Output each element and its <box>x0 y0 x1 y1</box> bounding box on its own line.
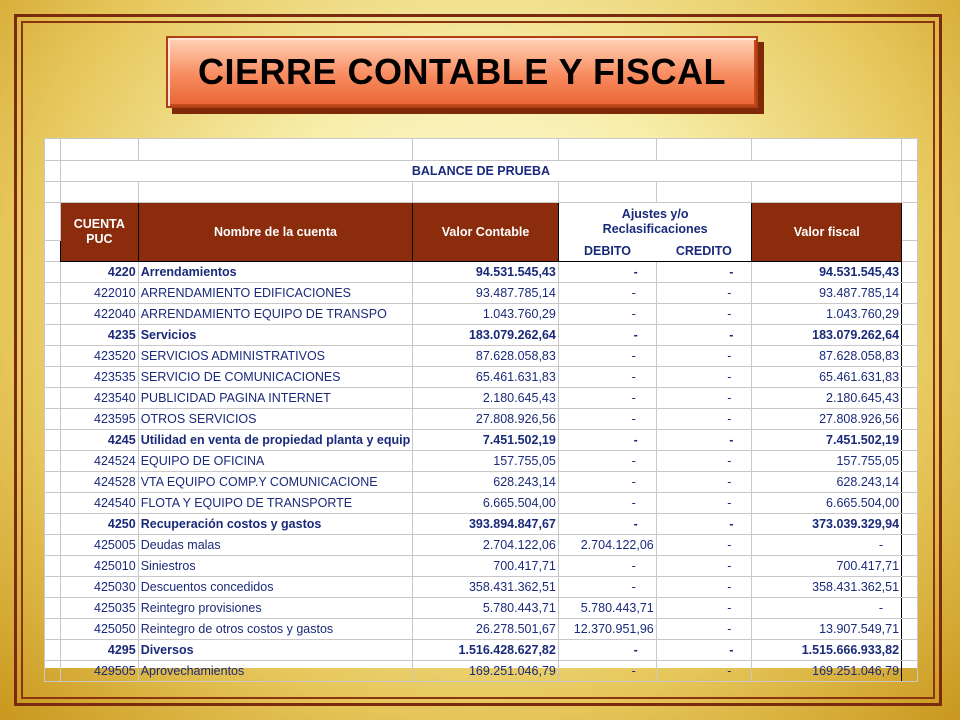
cell-cuenta: 425050 <box>60 619 138 640</box>
header-debito: DEBITO <box>558 241 656 262</box>
cell-credito: - <box>656 451 752 472</box>
cell-cuenta: 425010 <box>60 556 138 577</box>
header-valor-contable: Valor Contable <box>413 203 559 262</box>
cell-valor-fiscal: 183.079.262,64 <box>752 325 902 346</box>
cell-cuenta: 4250 <box>60 514 138 535</box>
cell-valor-fiscal: 373.039.329,94 <box>752 514 902 535</box>
cell-credito: - <box>656 262 752 283</box>
edge-cell <box>45 535 61 556</box>
cell-credito: - <box>656 430 752 451</box>
table-row <box>45 493 918 514</box>
cell-valor-fiscal: - <box>752 598 902 619</box>
header-cuenta: CUENTA PUC <box>60 203 138 262</box>
cell-debito: - <box>558 304 656 325</box>
cell-cuenta: 425035 <box>60 598 138 619</box>
edge-cell <box>45 556 61 577</box>
cell-debito: - <box>558 409 656 430</box>
cell-valor-fiscal: 358.431.362,51 <box>752 577 902 598</box>
cell-debito: - <box>558 388 656 409</box>
cell-nombre: Arrendamientos <box>138 262 412 283</box>
cell-valor-contable: 183.079.262,64 <box>413 325 559 346</box>
edge-cell <box>45 262 61 283</box>
cell-credito: - <box>656 556 752 577</box>
header-nombre: Nombre de la cuenta <box>138 203 412 262</box>
cell-valor-contable: 2.180.645,43 <box>413 388 559 409</box>
cell-valor-fiscal: 700.417,71 <box>752 556 902 577</box>
edge-cell <box>45 409 61 430</box>
cell-valor-contable: 1.516.428.627,82 <box>413 640 559 661</box>
table-row <box>45 346 918 367</box>
header-row <box>45 203 918 241</box>
cell-cuenta: 4295 <box>60 640 138 661</box>
table-row <box>45 451 918 472</box>
edge-cell <box>45 367 61 388</box>
cell-nombre: Diversos <box>138 640 412 661</box>
cell-credito: - <box>656 661 752 682</box>
table-row <box>45 409 918 430</box>
cell-credito: - <box>656 346 752 367</box>
cell-cuenta: 424540 <box>60 493 138 514</box>
edge-cell <box>45 451 61 472</box>
table-row <box>45 430 918 451</box>
cell-valor-contable: 393.894.847,67 <box>413 514 559 535</box>
cell-credito: - <box>656 535 752 556</box>
header-ajustes: Ajustes y/o Reclasificaciones <box>558 203 752 241</box>
table-row <box>45 325 918 346</box>
cell-nombre: ARRENDAMIENTO EDIFICACIONES <box>138 283 412 304</box>
cell-credito: - <box>656 640 752 661</box>
cell-debito: - <box>558 367 656 388</box>
cell-debito: - <box>558 430 656 451</box>
cell-debito: - <box>558 640 656 661</box>
cell-valor-contable: 6.665.504,00 <box>413 493 559 514</box>
edge-cell <box>902 661 918 682</box>
spreadsheet <box>44 138 918 678</box>
table-row <box>45 472 918 493</box>
cell-valor-contable: 65.461.631,83 <box>413 367 559 388</box>
cell-nombre: Reintegro de otros costos y gastos <box>138 619 412 640</box>
edge-cell <box>45 346 61 367</box>
cell-valor-fiscal: 7.451.502,19 <box>752 430 902 451</box>
table-row <box>45 577 918 598</box>
cell-cuenta: 422040 <box>60 304 138 325</box>
cell-nombre: Deudas malas <box>138 535 412 556</box>
cell-valor-contable: 169.251.046,79 <box>413 661 559 682</box>
cell-credito: - <box>656 367 752 388</box>
cell-nombre: VTA EQUIPO COMP.Y COMUNICACIONE <box>138 472 412 493</box>
edge-cell <box>902 577 918 598</box>
edge-cell <box>45 514 61 535</box>
edge-cell <box>902 451 918 472</box>
cell-debito: - <box>558 472 656 493</box>
cell-valor-contable: 26.278.501,67 <box>413 619 559 640</box>
table-row <box>45 535 918 556</box>
cell-cuenta: 423595 <box>60 409 138 430</box>
cell-credito: - <box>656 325 752 346</box>
cell-nombre: Descuentos concedidos <box>138 577 412 598</box>
cell-debito: - <box>558 283 656 304</box>
header-valor-fiscal: Valor fiscal <box>752 203 902 262</box>
cell-credito: - <box>656 283 752 304</box>
edge-cell <box>902 367 918 388</box>
cell-valor-fiscal: - <box>752 535 902 556</box>
table-heading: BALANCE DE PRUEBA <box>60 161 901 182</box>
cell-nombre: EQUIPO DE OFICINA <box>138 451 412 472</box>
cell-cuenta: 422010 <box>60 283 138 304</box>
cell-valor-fiscal: 1.043.760,29 <box>752 304 902 325</box>
cell-nombre: SERVICIOS ADMINISTRATIVOS <box>138 346 412 367</box>
edge-cell <box>902 514 918 535</box>
cell-valor-fiscal: 87.628.058,83 <box>752 346 902 367</box>
edge-cell <box>45 325 61 346</box>
cell-cuenta: 429505 <box>60 661 138 682</box>
cell-valor-fiscal: 6.665.504,00 <box>752 493 902 514</box>
cell-credito: - <box>656 304 752 325</box>
cell-nombre: SERVICIO DE COMUNICACIONES <box>138 367 412 388</box>
cell-nombre: Aprovechamientos <box>138 661 412 682</box>
cell-credito: - <box>656 577 752 598</box>
cell-credito: - <box>656 514 752 535</box>
cell-debito: - <box>558 661 656 682</box>
cell-cuenta: 4235 <box>60 325 138 346</box>
heading-row <box>45 161 918 182</box>
edge-cell <box>45 640 61 661</box>
cell-nombre: Reintegro provisiones <box>138 598 412 619</box>
cell-debito: - <box>558 556 656 577</box>
cell-valor-fiscal: 93.487.785,14 <box>752 283 902 304</box>
slide-title-box <box>166 36 758 108</box>
edge-cell <box>902 430 918 451</box>
edge-cell <box>902 472 918 493</box>
cell-credito: - <box>656 598 752 619</box>
cell-credito: - <box>656 619 752 640</box>
cell-nombre: FLOTA Y EQUIPO DE TRANSPORTE <box>138 493 412 514</box>
cell-nombre: Utilidad en venta de propiedad planta y equip <box>138 430 412 451</box>
table-row <box>45 661 918 682</box>
edge-cell <box>902 283 918 304</box>
table-row <box>45 262 918 283</box>
cell-nombre: Recuperación costos y gastos <box>138 514 412 535</box>
cell-valor-contable: 87.628.058,83 <box>413 346 559 367</box>
edge-cell <box>45 304 61 325</box>
cell-valor-contable: 2.704.122,06 <box>413 535 559 556</box>
edge-cell <box>902 535 918 556</box>
cell-valor-fiscal: 1.515.666.933,82 <box>752 640 902 661</box>
edge-cell <box>45 283 61 304</box>
cell-nombre: OTROS SERVICIOS <box>138 409 412 430</box>
blank-row <box>45 182 918 203</box>
cell-valor-contable: 157.755,05 <box>413 451 559 472</box>
cell-nombre: ARRENDAMIENTO EQUIPO DE TRANSPO <box>138 304 412 325</box>
cell-valor-fiscal: 27.808.926,56 <box>752 409 902 430</box>
table-row <box>45 514 918 535</box>
cell-valor-contable: 94.531.545,43 <box>413 262 559 283</box>
balance-table <box>44 138 918 682</box>
table-row <box>45 283 918 304</box>
cell-cuenta: 423520 <box>60 346 138 367</box>
cell-debito: 5.780.443,71 <box>558 598 656 619</box>
edge-cell <box>902 262 918 283</box>
cell-valor-fiscal: 157.755,05 <box>752 451 902 472</box>
cell-valor-contable: 358.431.362,51 <box>413 577 559 598</box>
cell-credito: - <box>656 409 752 430</box>
cell-cuenta: 4245 <box>60 430 138 451</box>
edge-cell <box>45 493 61 514</box>
cell-nombre: PUBLICIDAD PAGINA INTERNET <box>138 388 412 409</box>
cell-debito: - <box>558 577 656 598</box>
slide-title: CIERRE CONTABLE Y FISCAL <box>197 51 727 92</box>
edge-cell <box>902 388 918 409</box>
blank-row <box>45 139 918 161</box>
cell-valor-contable: 93.487.785,14 <box>413 283 559 304</box>
cell-nombre: Siniestros <box>138 556 412 577</box>
table-row <box>45 304 918 325</box>
cell-cuenta: 425030 <box>60 577 138 598</box>
cell-debito: - <box>558 514 656 535</box>
cell-valor-contable: 628.243,14 <box>413 472 559 493</box>
cell-cuenta: 424528 <box>60 472 138 493</box>
edge-cell <box>45 598 61 619</box>
cell-valor-contable: 700.417,71 <box>413 556 559 577</box>
cell-credito: - <box>656 472 752 493</box>
table-row <box>45 388 918 409</box>
cell-debito: 12.370.951,96 <box>558 619 656 640</box>
cell-valor-fiscal: 94.531.545,43 <box>752 262 902 283</box>
cell-credito: - <box>656 493 752 514</box>
cell-valor-fiscal: 628.243,14 <box>752 472 902 493</box>
cell-credito: - <box>656 388 752 409</box>
cell-cuenta: 425005 <box>60 535 138 556</box>
table-row <box>45 619 918 640</box>
header-credito: CREDITO <box>656 241 752 262</box>
cell-cuenta: 4220 <box>60 262 138 283</box>
cell-cuenta: 424524 <box>60 451 138 472</box>
table-row <box>45 556 918 577</box>
cell-valor-fiscal: 2.180.645,43 <box>752 388 902 409</box>
cell-debito: - <box>558 325 656 346</box>
edge-cell <box>45 661 61 682</box>
table-row <box>45 367 918 388</box>
cell-nombre: Servicios <box>138 325 412 346</box>
edge-cell <box>902 325 918 346</box>
edge-cell <box>902 409 918 430</box>
cell-debito: - <box>558 262 656 283</box>
cell-cuenta: 423535 <box>60 367 138 388</box>
cell-cuenta: 423540 <box>60 388 138 409</box>
cell-debito: 2.704.122,06 <box>558 535 656 556</box>
edge-cell <box>45 619 61 640</box>
edge-cell <box>45 577 61 598</box>
cell-valor-contable: 27.808.926,56 <box>413 409 559 430</box>
cell-valor-contable: 5.780.443,71 <box>413 598 559 619</box>
cell-debito: - <box>558 493 656 514</box>
cell-valor-fiscal: 13.907.549,71 <box>752 619 902 640</box>
cell-valor-contable: 7.451.502,19 <box>413 430 559 451</box>
edge-cell <box>45 472 61 493</box>
edge-cell <box>45 388 61 409</box>
table-row <box>45 640 918 661</box>
edge-cell <box>902 598 918 619</box>
table-row <box>45 598 918 619</box>
edge-cell <box>902 619 918 640</box>
cell-debito: - <box>558 346 656 367</box>
edge-cell <box>902 346 918 367</box>
cell-debito: - <box>558 451 656 472</box>
edge-cell <box>902 493 918 514</box>
edge-cell <box>902 556 918 577</box>
edge-cell <box>45 430 61 451</box>
edge-cell <box>902 640 918 661</box>
cell-valor-fiscal: 65.461.631,83 <box>752 367 902 388</box>
edge-cell <box>902 304 918 325</box>
cell-valor-contable: 1.043.760,29 <box>413 304 559 325</box>
cell-valor-fiscal: 169.251.046,79 <box>752 661 902 682</box>
